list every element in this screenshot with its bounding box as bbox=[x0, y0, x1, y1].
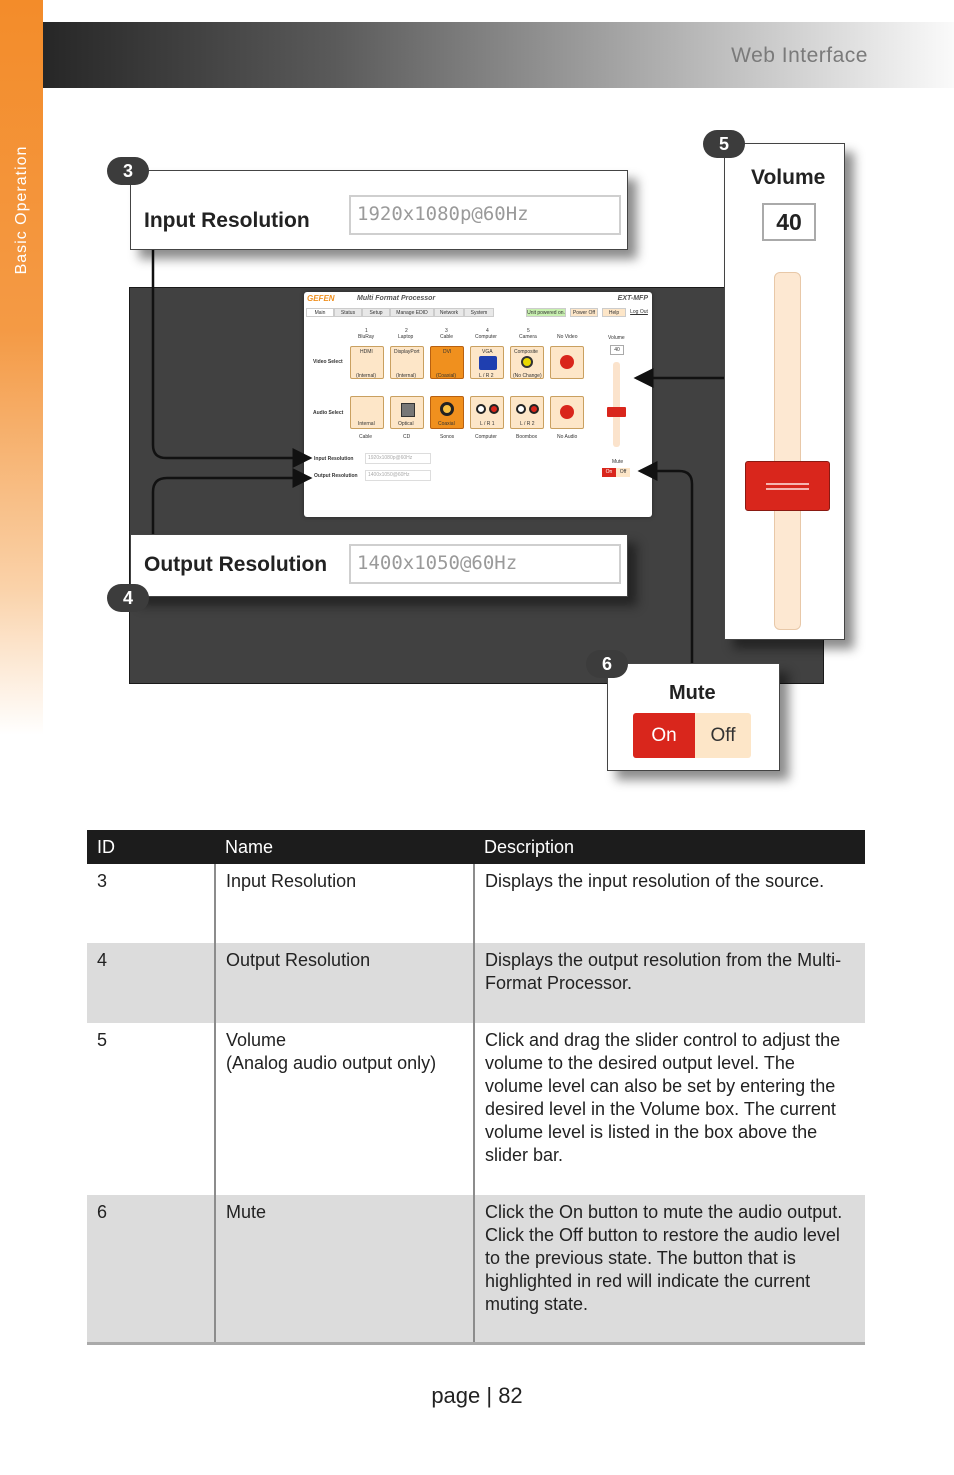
output-resolution-label: Output Resolution bbox=[314, 473, 358, 479]
input-resolution-callout-field: 1920x1080p@60Hz bbox=[349, 195, 621, 235]
callout-badge-4: 4 bbox=[107, 584, 149, 612]
model-name: EXT-MFP bbox=[617, 295, 648, 302]
row-description: Displays the input resolution of the source. bbox=[474, 864, 865, 943]
volume-slider-track[interactable] bbox=[774, 272, 801, 630]
audio-source-name: No Audio bbox=[557, 434, 578, 440]
mini-mute-label: Mute bbox=[612, 459, 624, 465]
video-source-name: Computer bbox=[475, 334, 497, 340]
row-id: 4 bbox=[87, 943, 215, 1023]
port-label: Optical bbox=[398, 421, 414, 427]
audio-source-name: Cable bbox=[359, 434, 373, 440]
audio-source-name: Sonos bbox=[440, 434, 455, 440]
mute-callout bbox=[607, 663, 780, 771]
video-source-name: Cable bbox=[440, 334, 454, 340]
volume-input[interactable]: 40 bbox=[762, 203, 816, 241]
port-label: DisplayPort bbox=[394, 349, 420, 355]
video-source-name: No Video bbox=[557, 334, 578, 340]
mini-mute-on-button[interactable]: On bbox=[602, 468, 616, 477]
video-source-number: 2 bbox=[405, 328, 408, 334]
product-name: Multi Format Processor bbox=[357, 295, 436, 302]
video-source-number: 5 bbox=[527, 328, 530, 334]
row-name-note: (Analog audio output only) bbox=[226, 1053, 437, 1073]
video-source-name: Laptop bbox=[398, 334, 414, 340]
mute-connector bbox=[640, 471, 692, 663]
video-source-number: 3 bbox=[445, 328, 448, 334]
callout-badge-5: 5 bbox=[703, 130, 745, 158]
log-out-link[interactable]: Log Out bbox=[628, 308, 650, 317]
output-resolution-callout bbox=[130, 534, 628, 597]
input-resolution-callout bbox=[130, 170, 628, 250]
port-label: L / R 2 bbox=[520, 421, 535, 427]
tab-manage-edid[interactable]: Manage EDID bbox=[390, 308, 434, 317]
row-id: 5 bbox=[97, 1030, 108, 1050]
row-name bbox=[215, 1023, 474, 1195]
tab-network[interactable]: Network bbox=[434, 308, 464, 317]
power-status-badge: Unit powered on. bbox=[527, 310, 565, 316]
mute-off-button[interactable]: Off bbox=[695, 713, 751, 758]
table-header-row bbox=[87, 830, 865, 864]
row-name-text: Input Resolution bbox=[226, 871, 357, 891]
volume-callout bbox=[724, 143, 845, 640]
port-label: L / R 1 bbox=[480, 421, 495, 427]
port-label: VGA bbox=[482, 349, 493, 355]
input-resolution-callout-label: Input Resolution bbox=[144, 209, 310, 232]
chapter-tab-label: Basic Operation bbox=[13, 145, 30, 275]
input-resolution-field: 1920x1080p@60Hz bbox=[365, 453, 431, 464]
port-sub: (Coaxial) bbox=[436, 373, 457, 379]
video-source-number: 1 bbox=[365, 328, 368, 334]
page-number: page | 82 bbox=[431, 1383, 523, 1408]
port-label: Coaxial bbox=[438, 421, 455, 427]
audio-select-label: Audio Select bbox=[313, 410, 344, 416]
output-resolution-field: 1400x1050@60Hz bbox=[365, 470, 431, 481]
mini-mute-off-button[interactable]: Off bbox=[616, 468, 630, 477]
row-name bbox=[215, 864, 474, 943]
port-sub: (Internal) bbox=[396, 373, 417, 379]
row-description: Click and drag the slider control to adjust the volume to the desired output level. The volume level can also be set by entering the desired level in the Volume box. The current volume level is listed in the box above the slider bar. bbox=[474, 1023, 865, 1195]
tab-system[interactable]: System bbox=[464, 308, 494, 317]
column-header-description: Description bbox=[474, 830, 865, 864]
row-name-text: Mute bbox=[226, 1202, 267, 1222]
row-id: 3 bbox=[97, 871, 108, 891]
port-sub: (No Change) bbox=[513, 373, 542, 379]
video-source-number: 4 bbox=[486, 328, 489, 334]
audio-source-name: Boombox bbox=[516, 434, 538, 440]
help-button[interactable]: Help bbox=[602, 308, 626, 317]
row-id: 6 bbox=[87, 1195, 215, 1343]
input-resolution-connector bbox=[153, 250, 310, 458]
video-source-name: BluRay bbox=[358, 334, 375, 340]
handle-grip-line bbox=[766, 488, 809, 490]
tab-status[interactable]: Status bbox=[334, 308, 362, 317]
port-label: Composite bbox=[514, 349, 538, 355]
brand-logo: GEFEN bbox=[307, 294, 335, 303]
row-name bbox=[215, 943, 474, 1023]
row-description: Displays the output resolution from the Multi-Format Processor. bbox=[474, 943, 865, 1023]
port-label: Internal bbox=[358, 421, 375, 427]
video-select-label: Video Select bbox=[313, 359, 343, 365]
mini-volume-label: Volume bbox=[608, 335, 625, 341]
row-name bbox=[215, 1195, 474, 1343]
row-description: Click the On button to mute the audio output. Click the Off button to restore the audio level to the previous state. The button that is highlighted in red will indicate the current muting state. bbox=[474, 1195, 865, 1343]
callout-badge-6: 6 bbox=[586, 650, 628, 678]
handle-grip-line bbox=[766, 483, 809, 485]
output-resolution-callout-field: 1400x1050@60Hz bbox=[349, 544, 621, 584]
row-name-text: Volume bbox=[226, 1030, 287, 1050]
port-label: DVI bbox=[443, 349, 452, 355]
table-row bbox=[87, 1195, 865, 1343]
volume-callout-label: Volume bbox=[751, 166, 826, 189]
mute-on-button[interactable]: On bbox=[633, 713, 695, 758]
tab-setup[interactable]: Setup bbox=[362, 308, 390, 317]
column-header-id: ID bbox=[87, 830, 215, 864]
port-label: HDMI bbox=[360, 349, 373, 355]
port-sub: (Internal) bbox=[356, 373, 377, 379]
audio-source-name: CD bbox=[403, 434, 411, 440]
mini-volume-box[interactable]: 40 bbox=[610, 345, 624, 355]
output-resolution-callout-label: Output Resolution bbox=[144, 553, 328, 576]
callout-badge-3: 3 bbox=[107, 157, 149, 185]
mute-callout-label: Mute bbox=[669, 682, 716, 704]
video-source-name: Camera bbox=[519, 334, 537, 340]
column-header-name: Name bbox=[215, 830, 474, 864]
table-row bbox=[87, 943, 865, 1023]
port-sub: L / R 2 bbox=[479, 373, 494, 379]
description-table bbox=[87, 830, 865, 1345]
input-resolution-label: Input Resolution bbox=[314, 456, 354, 462]
audio-source-name: Computer bbox=[475, 434, 497, 440]
power-off-button[interactable]: Power Off bbox=[570, 308, 598, 317]
tab-main[interactable]: Main bbox=[306, 308, 334, 317]
row-name-text: Output Resolution bbox=[226, 950, 371, 970]
section-title: Web Interface bbox=[731, 44, 868, 67]
volume-slider-handle[interactable] bbox=[745, 461, 830, 511]
output-resolution-connector bbox=[153, 478, 310, 534]
table-row bbox=[87, 1023, 865, 1195]
table-row bbox=[87, 864, 865, 943]
